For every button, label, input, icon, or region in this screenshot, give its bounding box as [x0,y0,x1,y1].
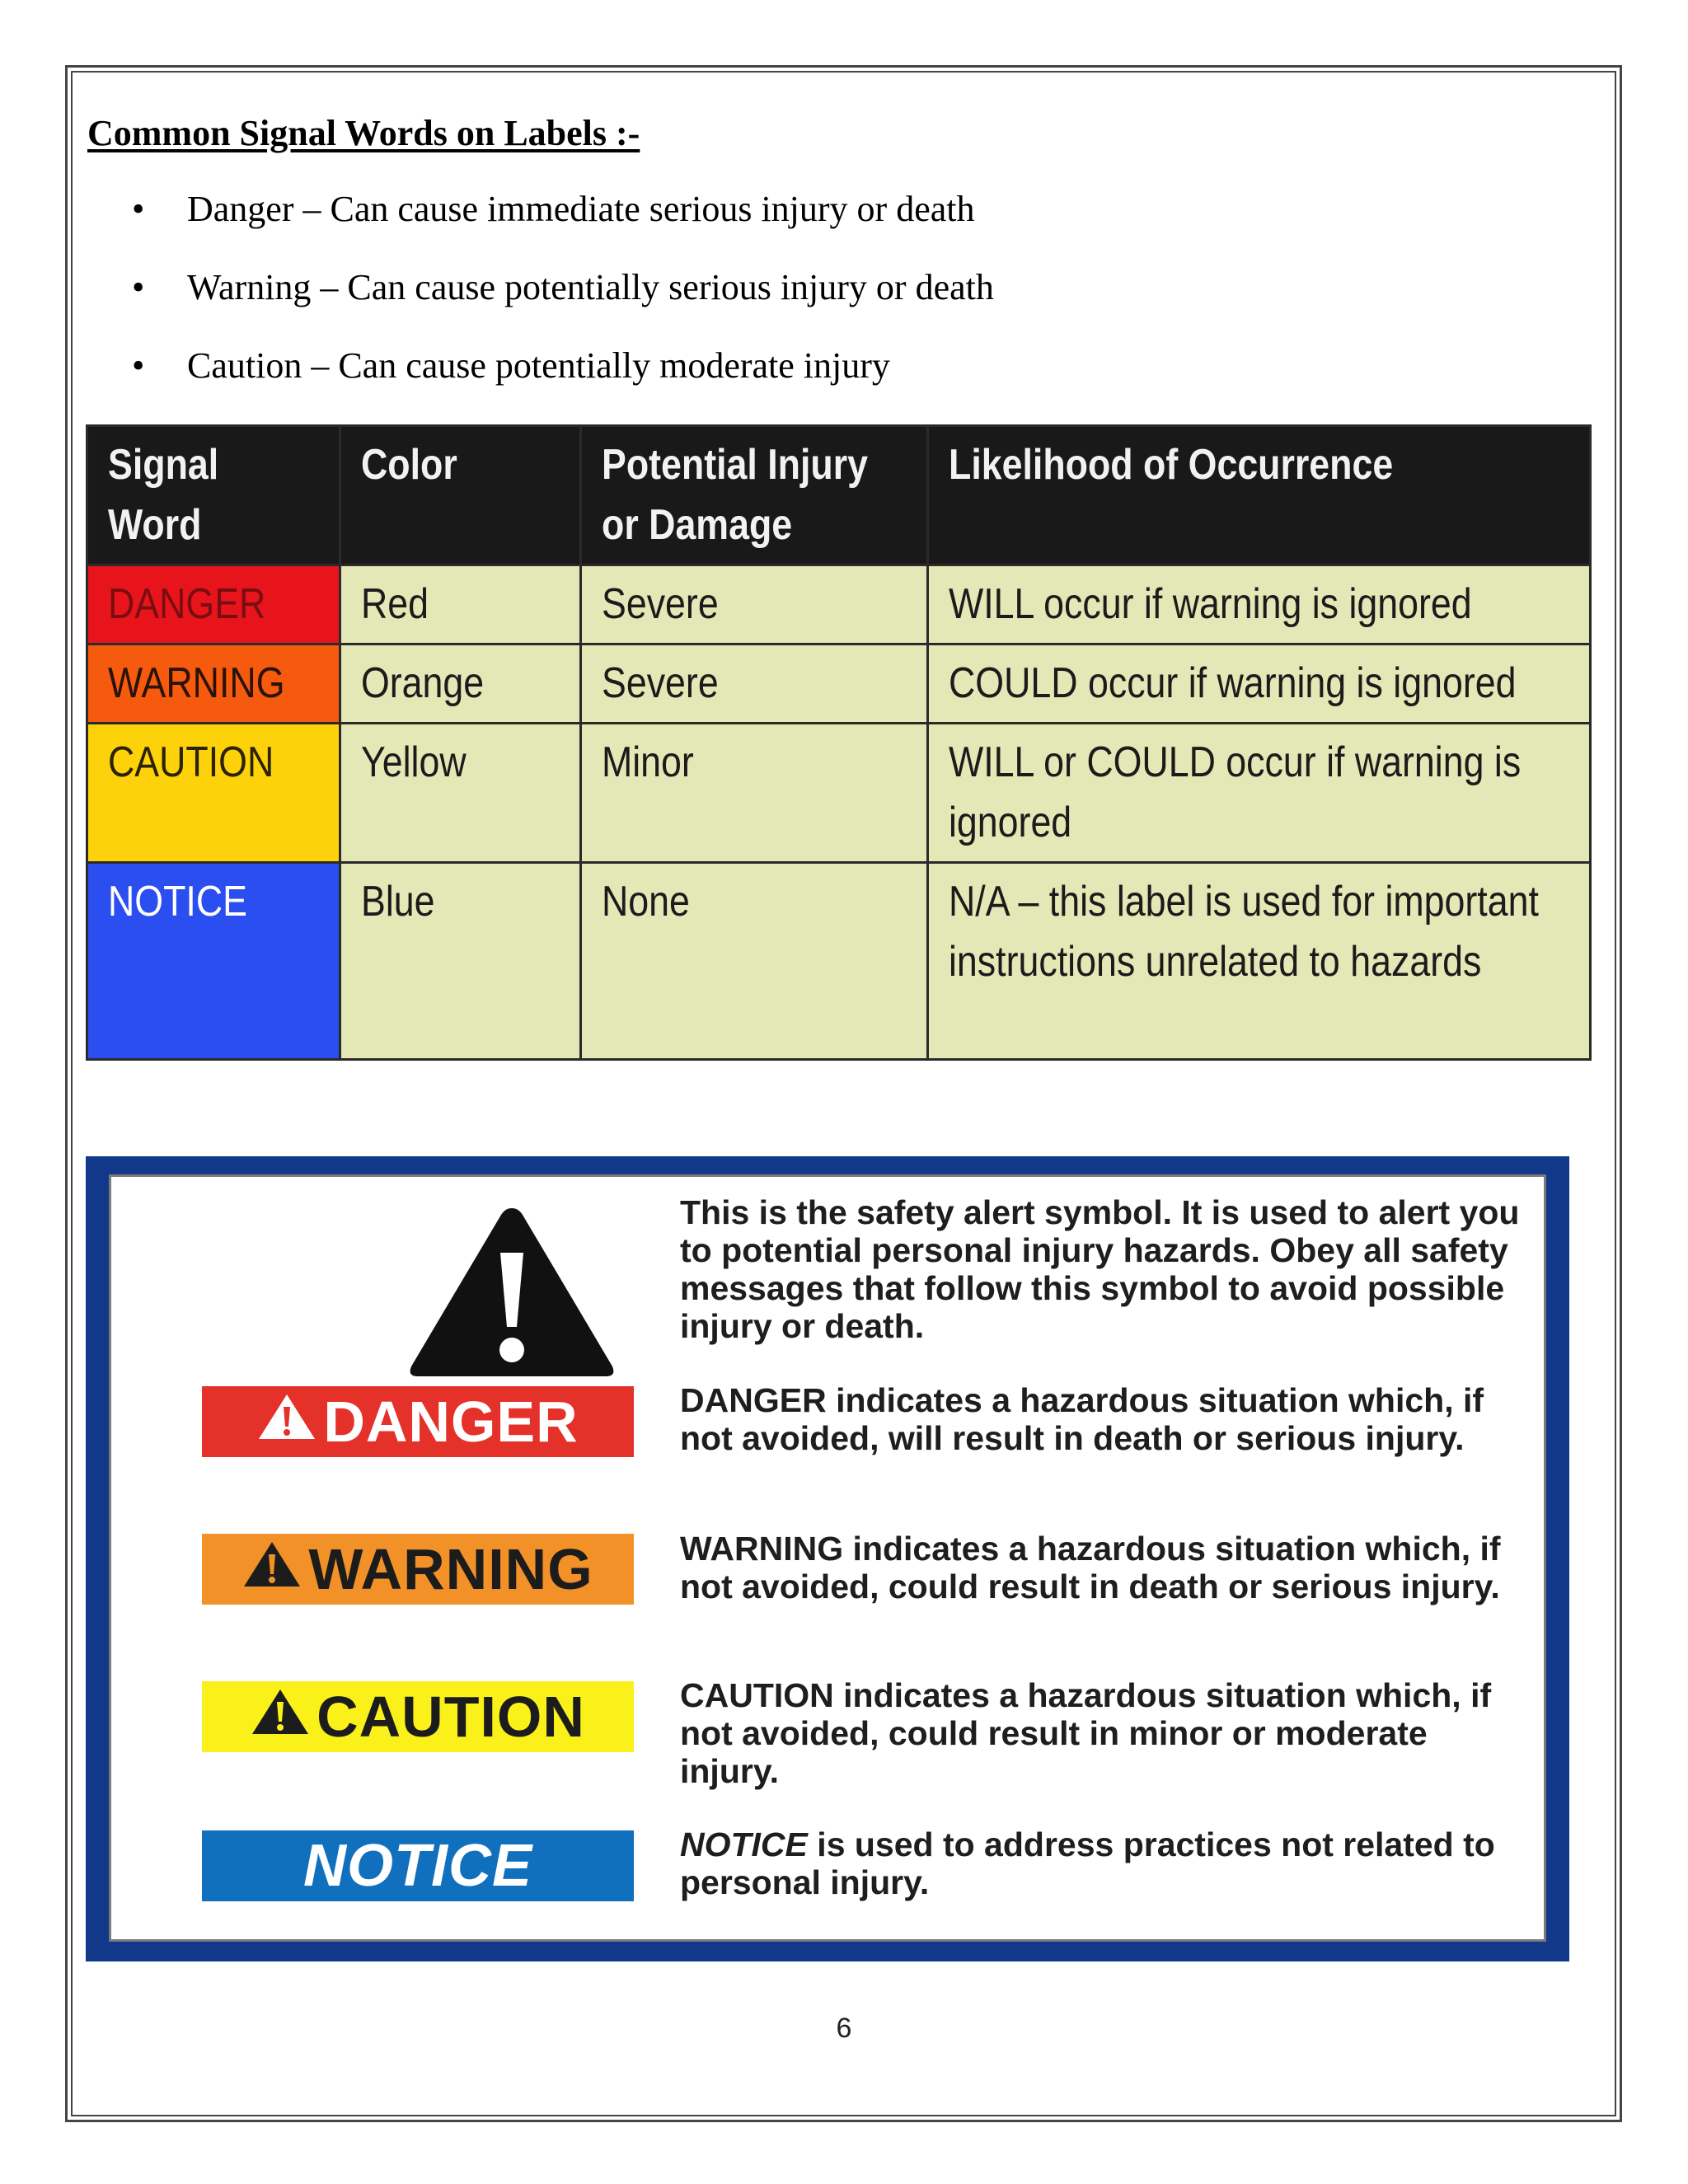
table-cell: None [581,863,928,1060]
column-header-signal-word: Signal Word [87,426,340,565]
banner-label: WARNING [308,1537,593,1601]
table-cell: WILL or COULD occur if warning is ignored [928,724,1591,863]
table-cell: Severe [581,644,928,724]
column-header-color: Color [340,426,581,565]
danger-banner [202,1386,634,1457]
signal-word-table [86,424,1592,1061]
safety-alert-description: This is the safety alert symbol. It is used to alert you to potential personal injury hazards. Obey all safety messages that follow this symbol to avoid possible injury or death. [680,1193,1520,1345]
notice-banner [202,1830,634,1901]
table-cell: Yellow [340,724,581,863]
banner-label: DANGER [323,1390,579,1454]
signal-word-list [132,188,994,423]
banner-label: NOTICE [302,1833,532,1899]
table-cell: Minor [581,724,928,863]
signal-cell-warning: WARNING [87,644,340,724]
signal-cell-caution: CAUTION [87,724,340,863]
list-item: • Danger – Can cause immediate serious injury or death [132,189,975,229]
table-cell: N/A – this label is used for important instructions unrelated to hazards [928,863,1591,1060]
table-cell: Red [340,565,581,644]
table-cell: WILL occur if warning is ignored [928,565,1591,644]
table-header-row [87,426,1591,565]
table-cell: COULD occur if warning is ignored [928,644,1591,724]
safety-alert-triangle-icon [405,1202,619,1383]
page-number: 6 [836,2013,852,2044]
warning-triangle-icon [242,1536,302,1602]
caution-banner [202,1681,634,1752]
section-heading: Common Signal Words on Labels :- [87,113,640,153]
danger-description: DANGER indicates a hazardous situation which, if not avoided, will result in death or serious injury. [680,1381,1484,1457]
table-cell: Blue [340,863,581,1060]
table-row [87,644,1591,724]
bullet-icon: • [132,267,145,307]
table-row [87,724,1591,863]
signal-cell-notice: NOTICE [87,863,340,1060]
bullet-icon: • [132,189,145,229]
table-cell: Orange [340,644,581,724]
notice-description: NOTICE is used to address practices not related to personal injury. [680,1825,1495,1901]
banner-label: CAUTION [316,1685,585,1749]
warning-banner [202,1534,634,1605]
caution-description: CAUTION indicates a hazardous situation which, if not avoided, could result in minor or moderate injury. [680,1676,1492,1790]
table-row [87,565,1591,644]
column-header-likelihood: Likelihood of Occurrence [928,426,1591,565]
table-cell: Severe [581,565,928,644]
bullet-icon: • [132,345,145,386]
list-item: • Warning – Can cause potentially serious injury or death [132,267,994,307]
warning-triangle-icon [257,1389,316,1455]
warning-description: WARNING indicates a hazardous situation which, if not avoided, could result in death or serious injury. [680,1530,1501,1605]
warning-triangle-icon [251,1684,310,1750]
safety-legend-figure [86,1156,1569,1961]
column-header-potential-injury: Potential Injury or Damage [581,426,928,565]
safety-legend-panel [109,1174,1546,1942]
signal-cell-danger: DANGER [87,565,340,644]
table-row [87,863,1591,1060]
list-item: • Caution – Can cause potentially moderate injury [132,345,890,386]
